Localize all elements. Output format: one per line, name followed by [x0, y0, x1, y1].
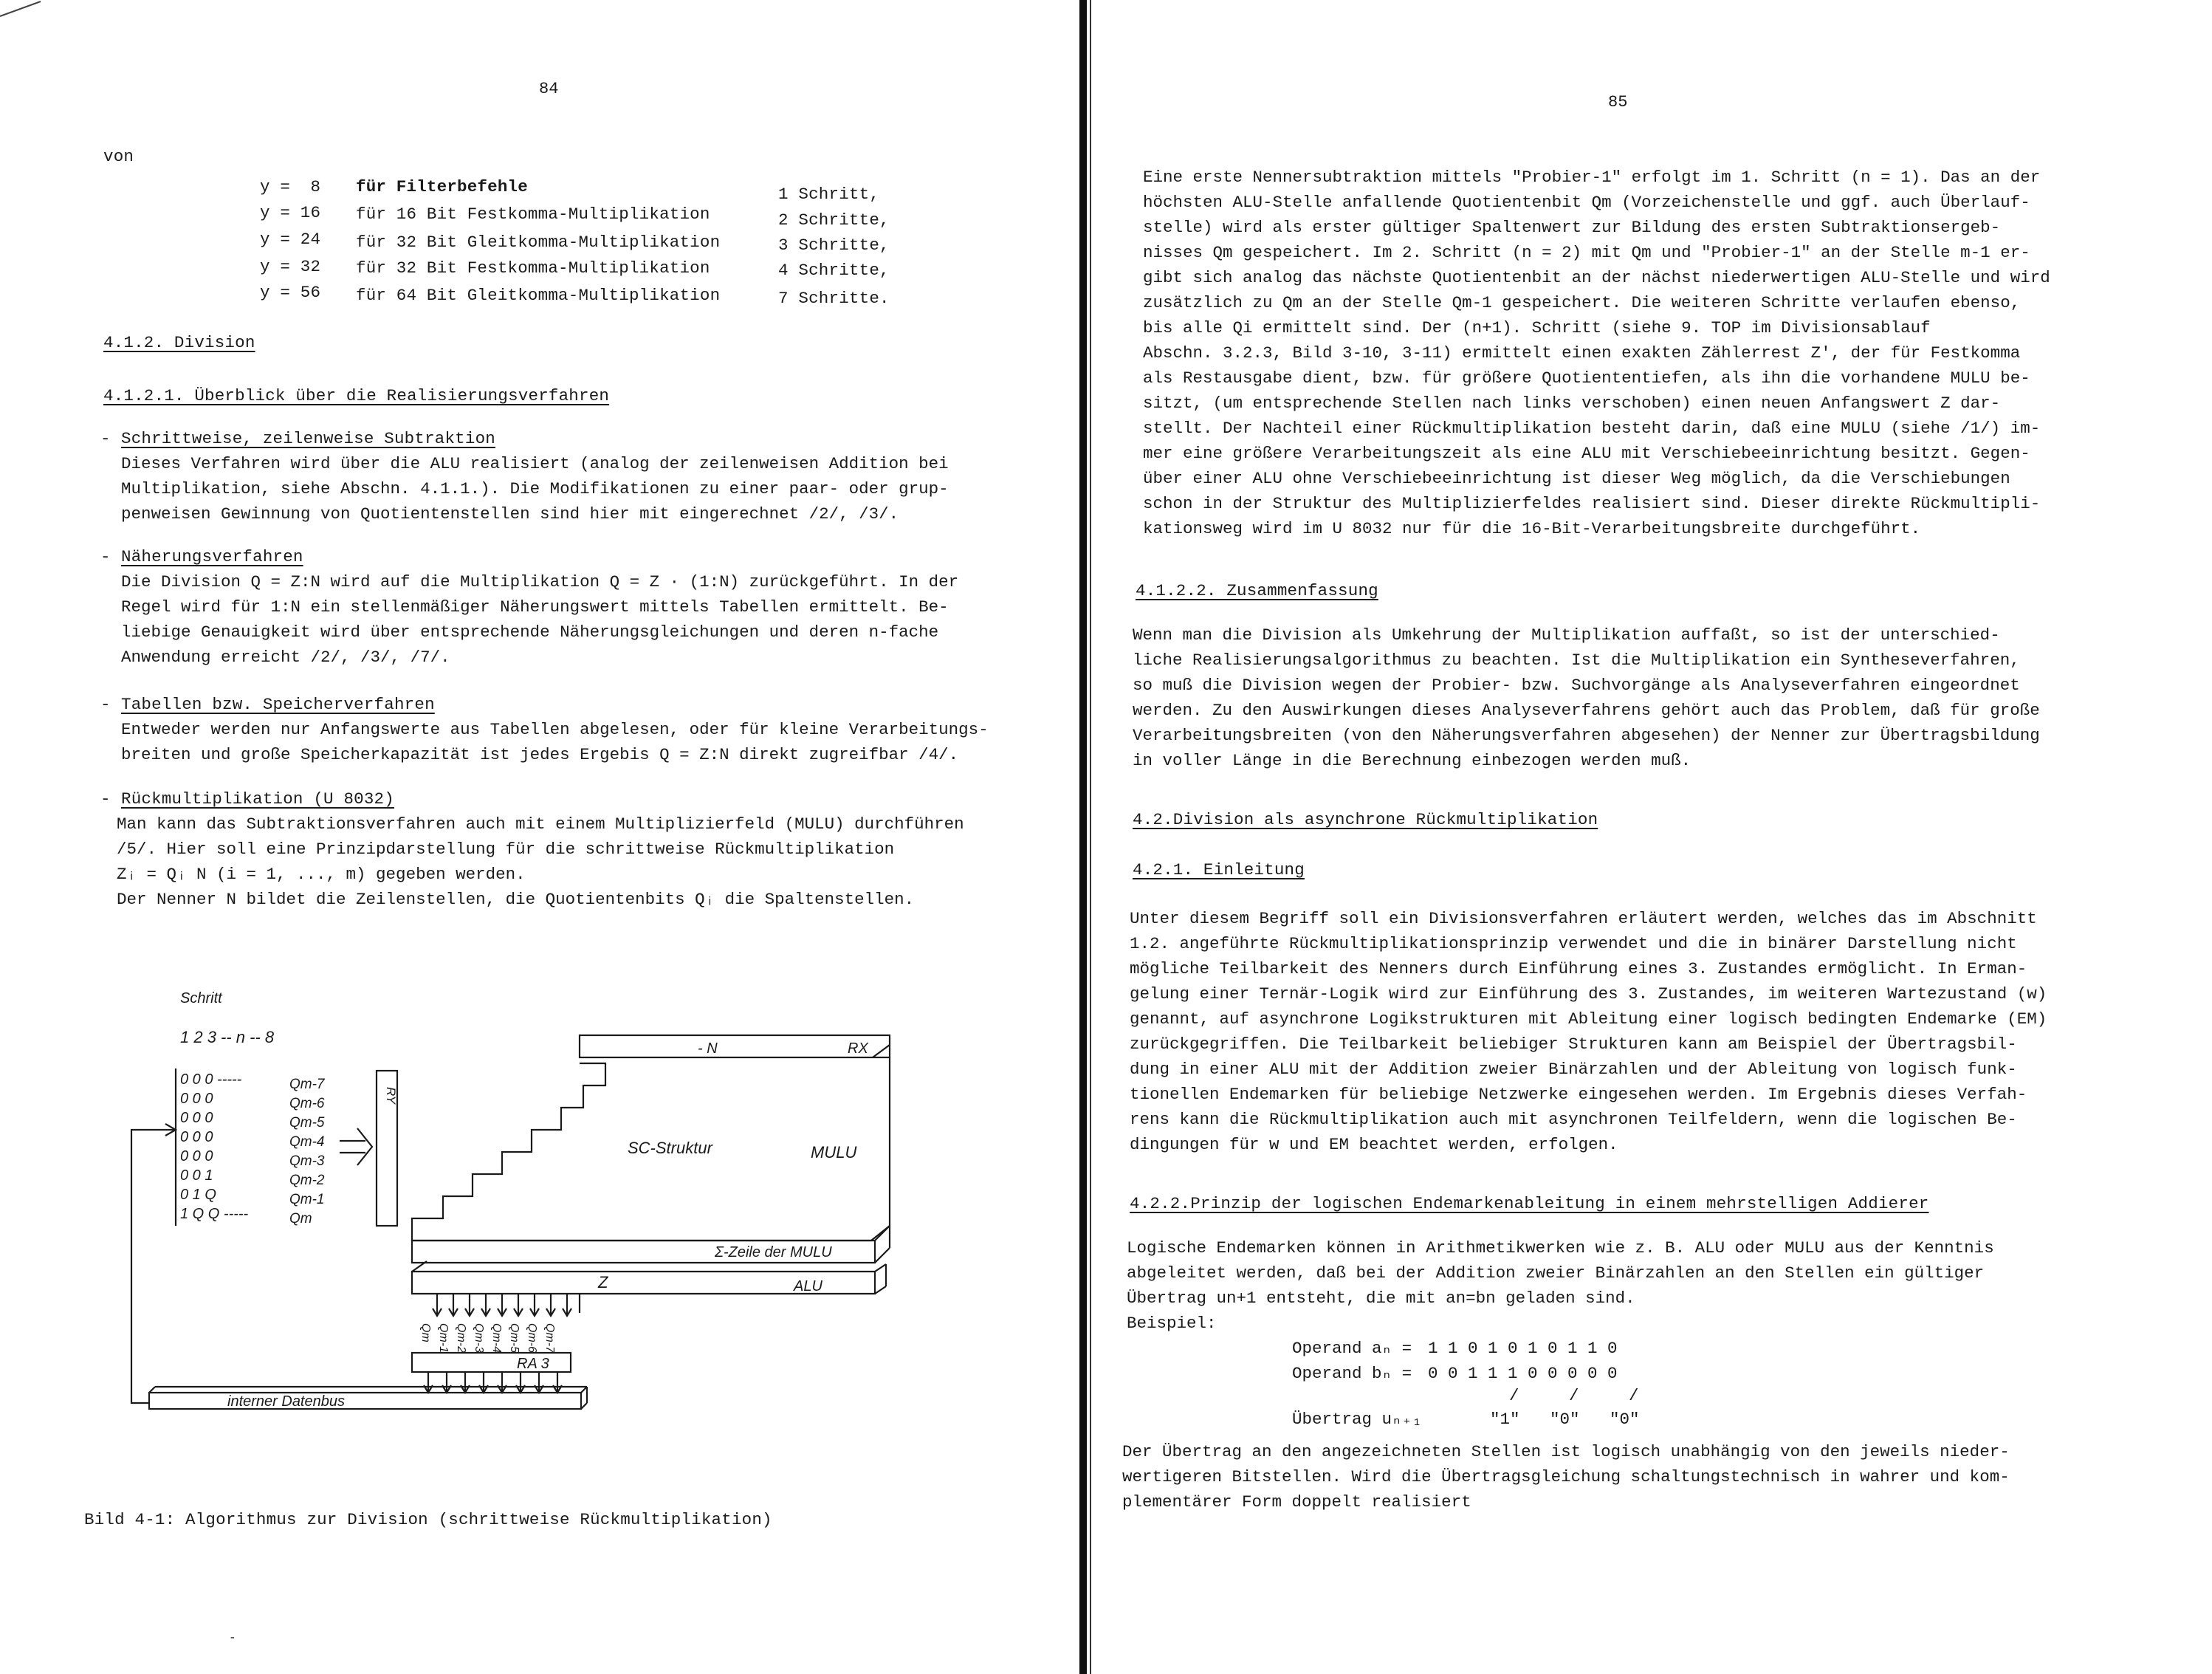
- text-line: Unter diesem Begriff soll ein Divisionsverfahren erläutert werden, welches das im Abschnitt: [1130, 909, 2037, 928]
- item-line: liebige Genauigkeit wird über entsprechende Näherungsgleichungen und deren n-fache: [121, 622, 939, 642]
- table-cell-y: y = 16: [260, 203, 321, 222]
- figure-label-z: Z: [598, 1273, 608, 1291]
- q-label: Qm-4: [289, 1134, 325, 1150]
- figure-label-minus-n: - N: [698, 1040, 718, 1057]
- q-output-label: Qm-4: [490, 1323, 503, 1353]
- text-line: stelle) wird als erster gültiger Spaltenwert zur Bildung des ersten Subtraktionsergeb-: [1143, 218, 2001, 237]
- text-line: genannt, auf asynchrone Logikstrukturen mit Ableitung einer logisch bedingten Endemarke (EM): [1130, 1009, 2047, 1029]
- figure-label-alu: ALU: [794, 1278, 822, 1294]
- q-output-label: Qm-3: [473, 1323, 485, 1353]
- figure-label-sc: SC-Struktur: [628, 1139, 712, 1157]
- q-output-label: Qm-7: [543, 1323, 556, 1353]
- text-line: schon in der Struktur des Multiplizierfeldes realisiert sind. Dieser direkte Rückmultipli-: [1143, 494, 2041, 513]
- bullet-dash: -: [100, 695, 111, 714]
- text-line: Verarbeitungsbreiten (von den Näherungsverfahren abgesehen) der Nenner zur Übertragsbildung: [1133, 726, 2040, 745]
- text-line: gelung einer Ternär-Logik wird zur Einführung des 3. Zustandes, im weiteren Wartezustand (w): [1130, 984, 2047, 1004]
- table-cell-desc: für 32 Bit Festkomma-Multiplikation: [356, 258, 710, 278]
- text-line: bis alle Qi ermittelt sind. Der (n+1). Schritt (siehe 9. TOP im Divisionsablauf: [1143, 318, 1931, 337]
- text-line: wertigeren Bitstellen. Wird die Übertragsgleichung schaltungstechnisch in wahrer und kom-: [1122, 1467, 2010, 1486]
- text-line: Logische Endemarken können in Arithmetikwerken wie z. B. ALU oder MULU aus der Kenntnis: [1127, 1238, 1994, 1258]
- text-line: zusätzlich zu Qm an der Stelle Qm-1 gespeichert. Die weiteren Schritte verlaufen ebenso,: [1143, 293, 2021, 312]
- item-line: Regel wird für 1:N ein stellenmäßiger Näherungswert mittels Tabellen ermittelt. Be-: [121, 597, 949, 617]
- table-cell-steps: 3 Schritte,: [778, 236, 890, 255]
- bit-row: 1 Q Q -----: [180, 1206, 249, 1222]
- q-output-label: Qm-2: [455, 1323, 467, 1353]
- bullet-dash: -: [100, 429, 111, 448]
- text-line: gibt sich analog das nächste Quotientenbit an der nächst niederwertigen ALU-Stelle und wird: [1143, 268, 2050, 287]
- table-cell-y: y = 32: [260, 257, 321, 276]
- bit-row: 0 0 0: [180, 1129, 213, 1145]
- text-line: kationsweg wird im U 8032 nur für die 16-Bit-Verarbeitungsbreite durchgeführt.: [1143, 519, 1921, 538]
- text-line: mögliche Teilbarkeit des Nenners durch Einführung eines 3. Zustandes ermöglicht. In Erman-: [1130, 959, 2027, 978]
- text-line: rens kann die Rückmultiplikation auch mit asynchronen Teilfeldern, wenn die logischen Be-: [1130, 1110, 2017, 1129]
- text-line: werden. Zu den Auswirkungen dieses Analyseverfahrens gehört auch das Problem, daß für große: [1133, 701, 2040, 720]
- q-output-label: Qm-1: [437, 1323, 450, 1353]
- figure-label-ra3: RA 3: [517, 1356, 549, 1372]
- scan-speck: -: [229, 1631, 236, 1644]
- book-spine: [1079, 0, 1087, 1674]
- bit-row: 0 0 0: [180, 1110, 213, 1126]
- table-cell-steps: 1 Schritt,: [778, 185, 880, 204]
- text-line: abgeleitet werden, daß bei der Addition zweier Binärzahlen an den Stellen ein gültiger: [1127, 1263, 1985, 1283]
- q-label: Qm-1: [289, 1192, 325, 1207]
- item-line: Der Nenner N bildet die Zeilenstellen, die Quotientenbits Qᵢ die Spaltenstellen.: [117, 890, 915, 909]
- q-label: Qm-5: [289, 1115, 325, 1131]
- table-cell-steps: 7 Schritte.: [778, 289, 890, 308]
- text-line: dingungen für w und EM beachtet werden, erfolgen.: [1130, 1135, 1618, 1154]
- item-title: Schrittweise, zeilenweise Subtraktion: [121, 429, 495, 448]
- heading-intro: 4.2.1. Einleitung: [1133, 860, 1305, 879]
- text-line: mer eine größere Verarbeitungszeit als eine ALU mit Verschiebeeinrichtung besitzt. Gegen-: [1143, 444, 2030, 463]
- text-line: über einer ALU ohne Verschiebeeinrichtung ist dieser Weg möglich, da die Verschiebungen: [1143, 469, 2010, 488]
- bullet-dash: -: [100, 789, 111, 809]
- carry-slashes: / / /: [1509, 1386, 1639, 1405]
- intro-word: von: [103, 147, 134, 166]
- item-line: Man kann das Subtraktionsverfahren auch mit einem Multiplizierfeld (MULU) durchführen: [117, 814, 964, 834]
- table-cell-desc: für 16 Bit Festkomma-Multiplikation: [356, 205, 710, 224]
- heading-principle: 4.2.2.Prinzip der logischen Endemarkenableitung in einem mehrstelligen Addierer: [1130, 1194, 1929, 1213]
- item-line: Die Division Q = Z:N wird auf die Multiplikation Q = Z · (1:N) zurückgeführt. In der: [121, 572, 959, 591]
- bit-row: 0 0 1: [180, 1167, 213, 1184]
- table-cell-y: y = 8: [260, 177, 321, 196]
- figure-division-algorithm: [0, 0, 1078, 1674]
- figure-label-bus: interner Datenbus: [227, 1393, 345, 1410]
- text-line: 1.2. angeführte Rückmultiplikationsprinzip verwendet und die in binärer Darstellung nicht: [1130, 934, 2017, 953]
- bit-row: 0 1 Q: [180, 1187, 216, 1203]
- q-output-label: Qm-6: [526, 1323, 538, 1353]
- item-line: penweisen Gewinnung von Quotientenstellen sind hier mit eingerechnet /2/, /3/.: [121, 504, 899, 524]
- figure-caption: Bild 4-1: Algorithmus zur Division (schrittweise Rückmultiplikation): [84, 1510, 772, 1529]
- q-label: Qm-7: [289, 1077, 325, 1092]
- figure-label-sum: Σ-Zeile der MULU: [715, 1244, 832, 1260]
- q-output-label: Qm: [419, 1323, 432, 1342]
- table-cell-y: y = 24: [260, 230, 321, 249]
- q-label: Qm-6: [289, 1096, 325, 1111]
- item-line: Entweder werden nur Anfangswerte aus Tabellen abgelesen, oder für kleine Verarbeitungs-: [121, 720, 989, 739]
- heading-overview: 4.1.2.1. Überblick über die Realisierungsverfahren: [103, 386, 610, 405]
- heading-division: 4.1.2. Division: [103, 333, 255, 352]
- item-line: Zᵢ = Qᵢ N (i = 1, ..., m) gegeben werden.: [117, 865, 526, 884]
- table-cell-steps: 4 Schritte,: [778, 261, 890, 280]
- q-output-label: Qm-5: [508, 1323, 521, 1353]
- figure-label-ry: RY: [384, 1087, 398, 1104]
- heading-async: 4.2.Division als asynchrone Rückmultiplikation: [1133, 810, 1598, 829]
- item-title: Rückmultiplikation (U 8032): [121, 789, 394, 809]
- item-line: Multiplikation, siehe Abschn. 4.1.1.). Die Modifikationen zu einer paar- oder grup-: [121, 479, 949, 498]
- q-label: Qm-2: [289, 1173, 325, 1188]
- page-number: 84: [539, 80, 559, 98]
- text-line: stellt. Der Nachteil einer Rückmultiplikation besteht darin, daß eine MULU (siehe /1/) im-: [1143, 419, 2041, 438]
- text-line: Der Übertrag an den angezeichneten Stellen ist logisch unabhängig von den jeweils nieder-: [1122, 1442, 2010, 1461]
- text-line: Wenn man die Division als Umkehrung der Multiplikation auffaßt, so ist der unterschied-: [1133, 625, 2000, 645]
- bit-row: 0 0 0 -----: [180, 1071, 242, 1088]
- item-line: /5/. Hier soll eine Prinzipdarstellung für die schrittweise Rückmultiplikation: [117, 840, 895, 859]
- figure-label-mulu: MULU: [811, 1143, 857, 1162]
- text-line: nisses Qm gespeichert. Im 2. Schritt (n = 2) mit Qm und "Probier-1" an der Stelle m-1 er-: [1143, 243, 2030, 262]
- text-line: als Restausgabe dient, bzw. für größere Quotiententiefen, als ihn die vorhandene MULU be-: [1143, 368, 2030, 388]
- bit-row: 0 0 0: [180, 1091, 213, 1107]
- text-line: Abschn. 3.2.3, Bild 3-10, 3-11) ermittelt einen exakten Zählerrest Z', der für Festkomma: [1143, 343, 2021, 363]
- figure-step-numbers: 1 2 3 -- n -- 8: [180, 1028, 275, 1046]
- text-line: zurückgegriffen. Die Teilbarkeit beliebiger Strukturen kann am Beispiel der Übertragsbil-: [1130, 1035, 2017, 1054]
- text-line: in voller Länge in die Berechnung einbezogen werden muß.: [1133, 751, 1691, 770]
- item-line: breiten und große Speicherkapazität ist jedes Ergebis Q = Z:N direkt zugreifbar /4/.: [121, 745, 959, 764]
- bullet-dash: -: [100, 547, 111, 566]
- text-line: liche Realisierungsalgorithmus zu beachten. Ist die Multiplikation ein Syntheseverfahren,: [1133, 651, 2020, 670]
- q-label: Qm-3: [289, 1153, 325, 1169]
- figure-label-rx: RX: [848, 1040, 868, 1057]
- right-page: [1091, 0, 2212, 1674]
- carry-values: "1" "0" "0": [1490, 1410, 1640, 1429]
- left-page: [0, 0, 1078, 1674]
- item-line: Anwendung erreicht /2/, /3/, /7/.: [121, 648, 450, 667]
- text-line: plementärer Form doppelt realisiert: [1122, 1492, 1471, 1512]
- text-line: so muß die Division wegen der Probier- bzw. Suchvorgänge als Analyseverfahren eingeordnet: [1133, 676, 2020, 695]
- table-cell-desc: für 64 Bit Gleitkomma-Multiplikation: [356, 286, 721, 305]
- table-cell-desc: für Filterbefehle: [356, 177, 528, 196]
- text-line: höchsten ALU-Stelle anfallende Quotientenbit Qm (Vorzeichenstelle und ggf. auch Überlauf-: [1143, 193, 2030, 212]
- operand-a-label: Operand aₙ =: [1292, 1339, 1412, 1358]
- heading-summary: 4.1.2.2. Zusammenfassung: [1136, 581, 1378, 600]
- table-cell-desc: für 32 Bit Gleitkomma-Multiplikation: [356, 233, 721, 252]
- page-number: 85: [1608, 93, 1628, 112]
- operand-b-label: Operand bₙ =: [1292, 1364, 1412, 1383]
- text-line: Eine erste Nennersubtraktion mittels "Probier-1" erfolgt im 1. Schritt (n = 1). Das an der: [1143, 168, 2041, 187]
- item-line: Dieses Verfahren wird über die ALU realisiert (analog der zeilenweisen Addition bei: [121, 454, 949, 473]
- bit-row: 0 0 0: [180, 1148, 213, 1164]
- q-label: Qm: [289, 1211, 312, 1227]
- operand-b-bits: 0 0 1 1 1 0 0 0 0 0: [1428, 1364, 1618, 1383]
- text-line: Beispiel:: [1127, 1314, 1217, 1333]
- table-cell-steps: 2 Schritte,: [778, 210, 890, 230]
- figure-label-schritt: Schritt: [180, 990, 222, 1006]
- text-line: tionellen Endemarken für beliebige Netzwerke eingesehen werden. Im Ergebnis dieses Verfah-: [1130, 1085, 2027, 1104]
- text-line: dung in einer ALU mit der Addition zweier Binärzahlen und der Ableitung von logisch funk-: [1130, 1060, 2017, 1079]
- item-title: Tabellen bzw. Speicherverfahren: [121, 695, 435, 714]
- item-title: Näherungsverfahren: [121, 547, 303, 566]
- text-line: sitzt, (um entsprechende Stellen nach links verschoben) einen neuen Anfangswert Z dar-: [1143, 394, 2001, 413]
- text-line: Übertrag un+1 entsteht, die mit an=bn geladen sind.: [1127, 1289, 1635, 1308]
- table-cell-y: y = 56: [260, 283, 321, 302]
- carry-label: Übertrag uₙ₊₁: [1292, 1410, 1422, 1429]
- operand-a-bits: 1 1 0 1 0 1 0 1 1 0: [1428, 1339, 1618, 1358]
